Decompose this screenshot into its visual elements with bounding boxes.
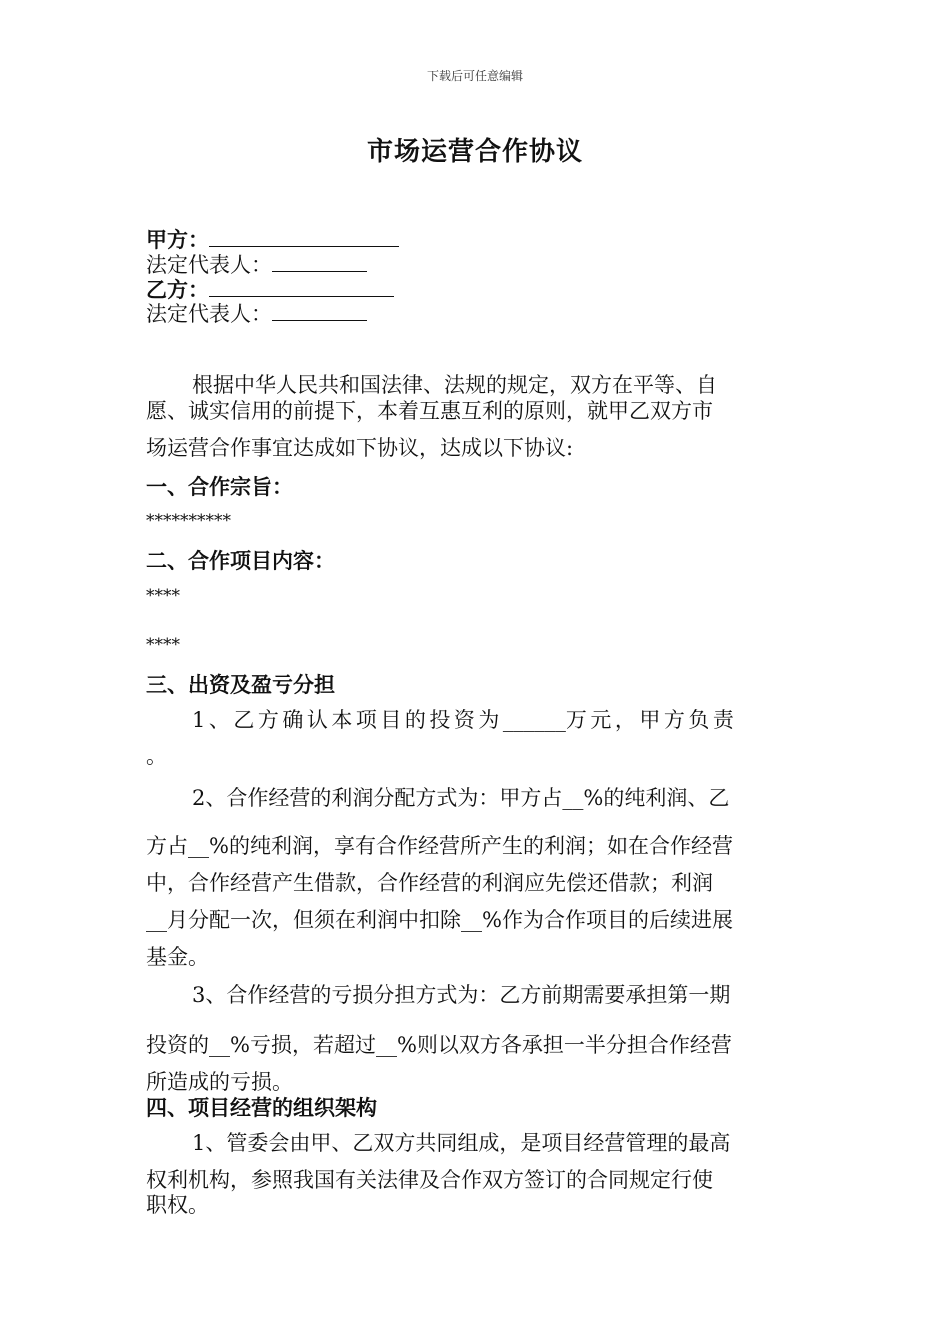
rep-b-label: 法定代表人： <box>146 302 272 326</box>
rep-a-label: 法定代表人： <box>146 253 272 277</box>
party-a-blank <box>209 226 399 247</box>
party-b-blank <box>209 276 394 297</box>
section-3-heading: 三、出资及盈亏分担 <box>146 672 335 697</box>
section-1-content: ********** <box>146 511 231 531</box>
section-4-p1-line-2: 权利机构，参照我国有关法律及合作双方签订的合同规定行使 <box>146 1168 713 1192</box>
rep-a-blank <box>272 251 367 272</box>
section-2-item-1: **** <box>146 586 180 606</box>
section-3-p3-line-1: 3、合作经营的亏损分担方式为：乙方前期需要承担第一期 <box>192 983 731 1007</box>
section-3-p1-prefix: 1、乙方确认本项目的投资为 <box>192 708 503 732</box>
party-b-label: 乙方： <box>146 277 209 302</box>
header-note: 下载后可任意编辑 <box>426 69 523 83</box>
section-4-heading: 四、项目经营的组织架构 <box>146 1095 377 1120</box>
section-3-p2-line-5: 基金。 <box>146 945 209 969</box>
section-3-p2-line-4: __月分配一次，但须在利润中扣除__%作为合作项目的后续进展 <box>146 908 733 932</box>
intro-line-3: 场运营合作事宜达成如下协议，达成以下协议: <box>146 436 574 460</box>
rep-a-line <box>146 251 367 278</box>
rep-b-line <box>146 300 367 327</box>
section-3-p3-line-2: 投资的__%亏损，若超过__%则以双方各承担一半分担合作经营 <box>146 1033 732 1057</box>
party-b-line <box>146 276 394 303</box>
section-2-heading: 二、合作项目内容： <box>146 548 335 573</box>
section-3-p2-line-1: 2、合作经营的利润分配方式为：甲方占__%的纯利润、乙 <box>192 786 730 810</box>
intro-line-1: 根据中华人民共和国法律、法规的规定，双方在平等、自 <box>192 373 717 397</box>
rep-b-blank <box>272 300 367 321</box>
document-title: 市场运营合作协议 <box>366 137 583 167</box>
section-3-p1-line-1 <box>192 708 737 733</box>
section-1-heading: 一、合作宗旨： <box>146 474 293 499</box>
section-3-p1-blank: ______ <box>502 708 566 732</box>
party-a-line <box>146 226 399 253</box>
section-3-p1-suffix: 万元，甲方负责 <box>565 708 738 732</box>
party-a-label: 甲方： <box>146 227 209 252</box>
intro-line-2: 愿、诚实信用的前提下，本着互惠互利的原则，就甲乙双方市 <box>146 399 713 423</box>
section-4-p1-line-1: 1、管委会由甲、乙双方共同组成，是项目经营管理的最高 <box>192 1131 731 1155</box>
section-2-item-2: **** <box>146 635 180 655</box>
section-3-p2-line-3: 中，合作经营产生借款，合作经营的利润应先偿还借款；利润 <box>146 871 713 895</box>
section-3-p3-line-3: 所造成的亏损。 <box>146 1070 293 1094</box>
section-4-p1-line-3: 职权。 <box>146 1193 209 1217</box>
section-3-p2-line-2: 方占__%的纯利润，享有合作经营所产生的利润；如在合作经营 <box>146 834 733 858</box>
section-3-p1-line-2: 。 <box>146 744 167 768</box>
